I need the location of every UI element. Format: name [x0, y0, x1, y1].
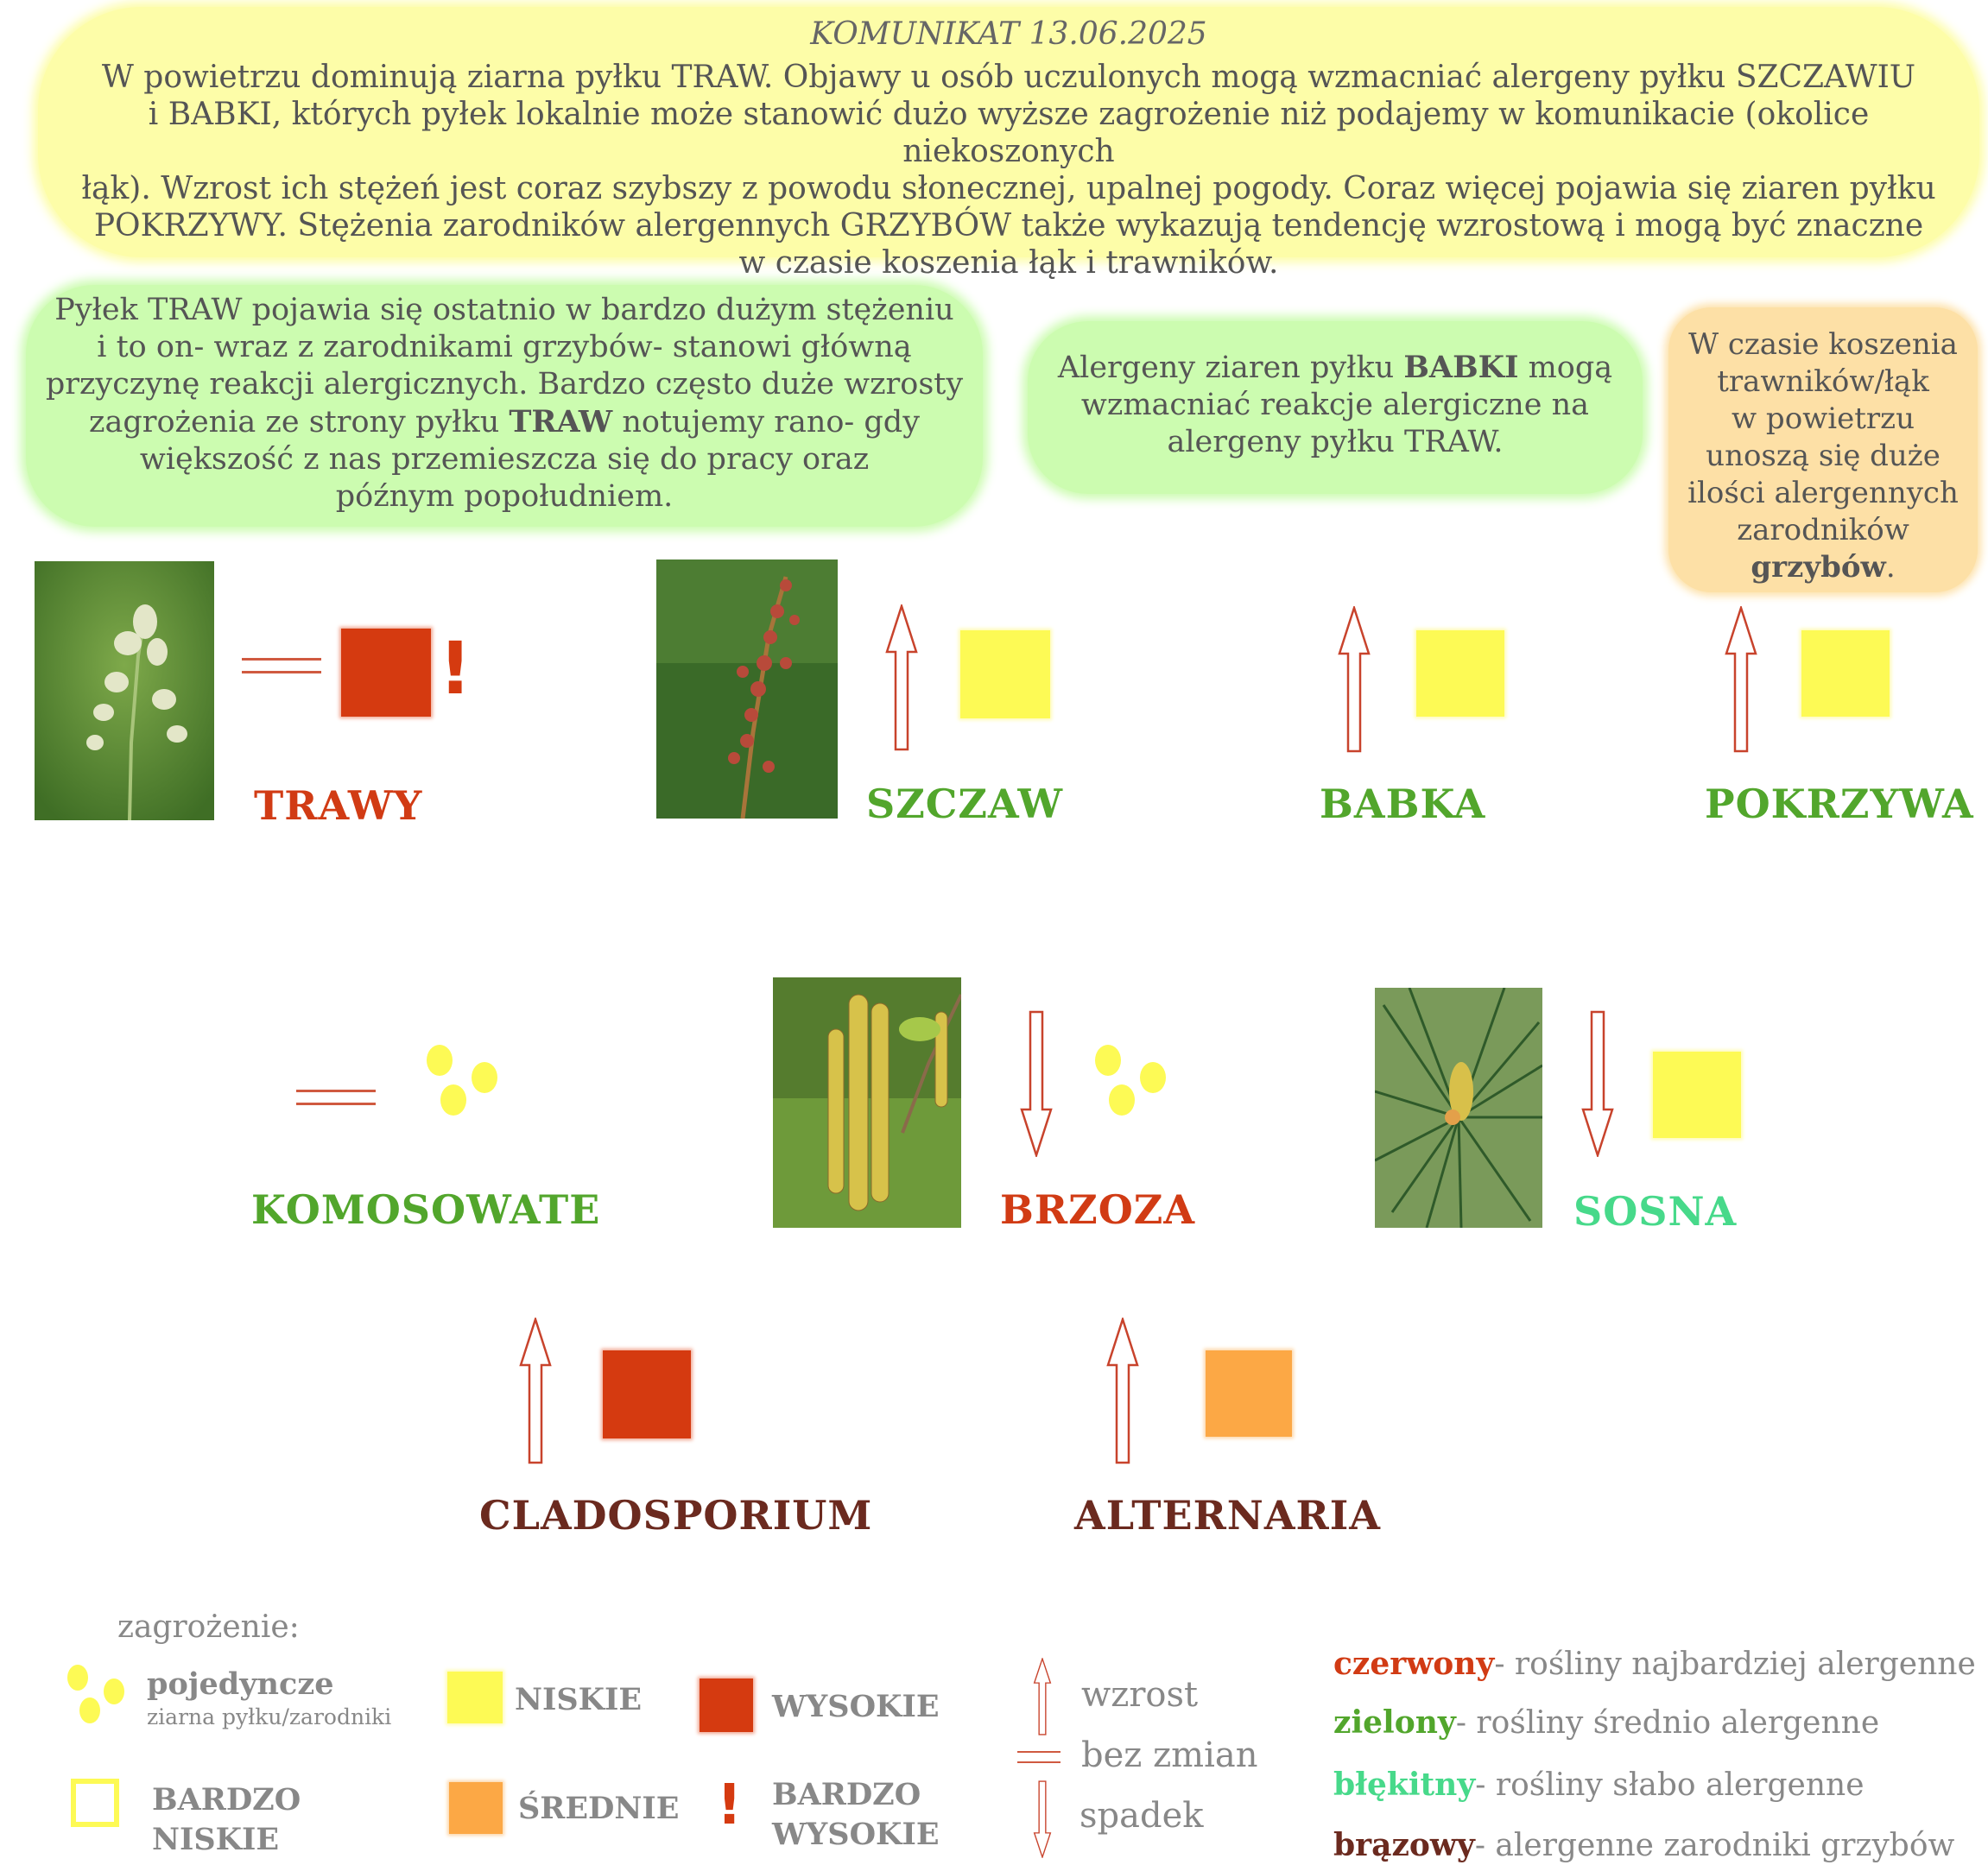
plantain-note-bold: BABKI: [1403, 350, 1519, 385]
pollen-dot: [1095, 1045, 1121, 1076]
legend-color-word: brązowy: [1333, 1827, 1475, 1863]
plant-label-trawy: TRAWY: [254, 782, 423, 829]
pollen-dot: [427, 1045, 453, 1076]
communique-line: i BABKI, których pyłek lokalnie może stanowić dużo wyższe zagrożenie niż podajemy w komunikacie (okolice niekoszonych: [148, 96, 1870, 169]
grass-note-bold: TRAW: [509, 404, 613, 439]
arrow-up-icon: [518, 1318, 553, 1464]
level-high-square: [603, 1350, 691, 1438]
plant-label-sosna: SOSNA: [1573, 1188, 1738, 1235]
plant-label-babka: BABKA: [1320, 781, 1486, 827]
pine-photo: [1375, 988, 1542, 1228]
grass-note-line: późnym popołudniem.: [335, 479, 674, 514]
legend-heading: zagrożenie:: [117, 1609, 300, 1645]
grass-note-line: [26, 403, 983, 441]
legend-decrease-label: spadek: [1079, 1796, 1204, 1836]
grass-note-line: i to on- wraz z zarodnikami grzybów- stanowi główną: [97, 330, 912, 364]
legend-single-label: pojedyncze: [147, 1666, 334, 1702]
communique-panel: [38, 7, 1979, 281]
legend-color-desc: - alergenne zarodniki grzybów: [1474, 1828, 1955, 1863]
plantain-note-line: [1028, 349, 1643, 387]
legend-very-low-square: [71, 1779, 119, 1827]
no-change-symbol: [242, 658, 321, 673]
communique-line: łąk). Wzrost ich stężeń jest coraz szybszy z powodu słonecznej, upalnej pogody. Coraz więcej pojawia się ziaren pyłku: [81, 170, 1936, 206]
very-high-mark: !: [439, 626, 472, 711]
arrow-up-icon: [1337, 606, 1371, 753]
level-low-square: [1801, 630, 1890, 717]
legend-increase-label: wzrost: [1081, 1675, 1199, 1715]
communique-title: KOMUNIKAT 13.06.2025: [810, 16, 1207, 52]
legend-single-sublabel: ziarna pyłku/zarodniki: [147, 1704, 392, 1729]
level-medium-square: [1206, 1350, 1292, 1437]
plantain-note-text: Alergeny ziaren pyłku: [1057, 351, 1404, 385]
legend-color-word: czerwony: [1333, 1646, 1495, 1682]
plantain-note-text: mogą: [1518, 351, 1613, 385]
sorrel-photo: [656, 560, 838, 819]
legend-low-label: NISKIE: [515, 1682, 643, 1717]
legend-medium-label: ŚREDNIE: [518, 1791, 680, 1826]
legend-no-change-symbol: [1017, 1751, 1060, 1763]
level-low-square: [960, 630, 1050, 718]
plantain-note-line: alergeny pyłku TRAW.: [1167, 425, 1504, 459]
pollen-dot: [440, 1084, 466, 1116]
fungus-label-alternaria: ALTERNARIA: [1074, 1492, 1381, 1539]
fungi-note-line: unoszą się duże: [1706, 439, 1941, 473]
birch-photo: [773, 977, 961, 1228]
legend-color-desc: - rośliny słabo alergenne: [1475, 1767, 1865, 1803]
plant-label-szczaw: SZCZAW: [866, 781, 1064, 827]
pollen-dot: [1140, 1062, 1166, 1093]
legend-color-green: [1333, 1704, 1879, 1741]
legend-very-high-mark: !: [717, 1773, 743, 1837]
fungi-note-line: ilości alergennych: [1687, 476, 1959, 510]
fungi-note-line: W czasie koszenia: [1688, 327, 1958, 362]
grass-note-text: zagrożenia ze strony pyłku: [89, 405, 510, 439]
arrow-up-icon: [884, 604, 919, 751]
legend-arrow-down-icon: [1033, 1780, 1052, 1858]
plant-label-komosowate: KOMOSOWATE: [251, 1186, 601, 1233]
fungus-label-cladosporium: CLADOSPORIUM: [479, 1492, 873, 1539]
legend-very-high-label-2: WYSOKIE: [772, 1817, 940, 1852]
fungi-note-line: [1668, 549, 1978, 586]
plant-label-brzoza: BRZOZA: [1000, 1186, 1196, 1233]
fungi-note-line: w powietrzu: [1732, 401, 1915, 436]
communique-line: POKRZYWY. Stężenia zarodników alergennych GRZYBÓW także wykazują tendencję wzrostową i mogą być znaczne: [93, 207, 1924, 243]
grass-photo: [35, 561, 214, 820]
grass-note: [26, 285, 983, 527]
grass-note-line: Pyłek TRAW pojawia się ostatnio w bardzo dużym stężeniu: [54, 293, 954, 327]
pollen-dot: [472, 1062, 497, 1093]
arrow-down-icon: [1580, 1010, 1615, 1157]
legend-high-label: WYSOKIE: [772, 1689, 940, 1724]
legend-pollen-dot: [67, 1665, 88, 1691]
legend-very-low-label-2: NISKIE: [152, 1822, 280, 1857]
grass-note-line: większość z nas przemieszcza się do pracy oraz: [139, 442, 870, 477]
legend-very-low-label-1: BARDZO: [152, 1782, 301, 1818]
legend-color-brown: [1333, 1827, 1954, 1863]
legend-pollen-dot: [104, 1678, 124, 1704]
legend-color-word: błękitny: [1333, 1767, 1476, 1803]
level-low-square: [1653, 1052, 1741, 1138]
no-change-symbol: [296, 1090, 376, 1105]
legend-high-square: [700, 1678, 753, 1732]
arrow-up-icon: [1105, 1318, 1140, 1464]
legend-color-word: zielony: [1333, 1704, 1456, 1741]
fungi-note-line: zarodników: [1737, 513, 1909, 547]
legend-arrow-up-icon: [1033, 1658, 1052, 1735]
communique-line: W powietrzu dominują ziarna pyłku TRAW. Objawy u osób uczulonych mogą wzmacniać alergeny pyłku SZCZAWIU: [101, 59, 1916, 95]
legend-very-high-label-1: BARDZO: [772, 1777, 921, 1812]
grass-note-text: notujemy rano- gdy: [612, 405, 920, 439]
arrow-up-icon: [1724, 606, 1758, 753]
level-high-square: [341, 629, 431, 717]
legend-pollen-dot: [79, 1697, 100, 1723]
communique-line: w czasie koszenia łąk i trawników.: [738, 244, 1279, 281]
arrow-down-icon: [1019, 1010, 1054, 1157]
legend-color-blue: [1333, 1767, 1865, 1803]
plant-label-pokrzywa: POKRZYWA: [1705, 781, 1974, 827]
plantain-note-line: wzmacniać reakcje alergiczne na: [1080, 388, 1590, 422]
legend-color-desc: - rośliny najbardziej alergenne: [1494, 1647, 1976, 1682]
legend-color-red: [1333, 1646, 1976, 1682]
legend-medium-square: [449, 1782, 503, 1834]
grass-note-line: przyczynę reakcji alergicznych. Bardzo często duże wzrosty: [45, 367, 964, 401]
level-low-square: [1416, 630, 1504, 717]
legend-color-desc: - rośliny średnio alergenne: [1455, 1705, 1880, 1741]
fungi-note-line: trawników/łąk: [1717, 364, 1929, 399]
plantain-note: [1028, 321, 1643, 494]
fungi-note-bold: grzybów: [1751, 550, 1886, 585]
legend-no-change-label: bez zmian: [1081, 1735, 1258, 1775]
legend-low-square: [447, 1672, 503, 1723]
fungi-note: [1668, 307, 1978, 592]
communique-text: [38, 59, 1979, 281]
fungi-note-text: .: [1885, 550, 1896, 585]
pollen-dot: [1109, 1084, 1135, 1116]
